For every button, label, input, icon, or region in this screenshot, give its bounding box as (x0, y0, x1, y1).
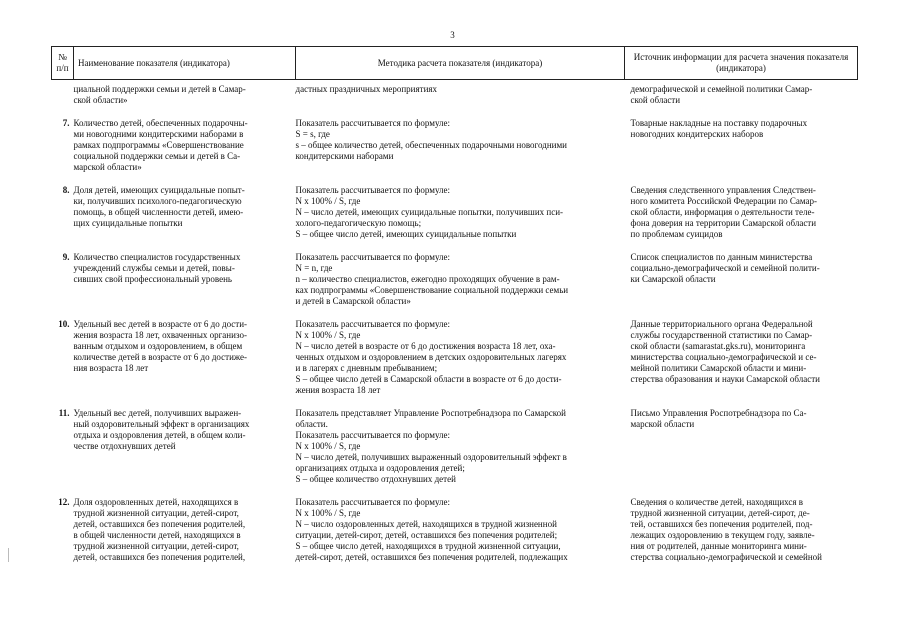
text-line: честве отдохнувших детей (73, 441, 176, 451)
table-row (52, 106, 858, 173)
text-line: Доля детей, имеющих суицидальные попыт- (73, 185, 245, 195)
text-line: Показатель рассчитывается по формуле: (295, 118, 451, 128)
header-num: № п/п (52, 47, 74, 80)
text-line: лежащих оздоровлению в текущем году, заявле- (630, 530, 815, 540)
text-line: Данные территориального органа Федеральной (630, 319, 813, 329)
text-line: Сведения о количестве детей, находящихся в (630, 497, 804, 507)
text-line: Показатель рассчитывается по формуле: (295, 497, 451, 507)
row-number: 10. (58, 319, 70, 329)
information-source (625, 240, 858, 307)
text-line: области. (295, 419, 328, 429)
text-line: Показатель представляет Управление Роспотребнадзора по Самарской (295, 408, 566, 418)
text-line: ской области (630, 95, 681, 105)
calculation-method (296, 240, 625, 307)
indicator-name (74, 396, 296, 485)
information-source (625, 106, 858, 173)
text-line: ской области, информация о деятельности теле- (630, 207, 815, 217)
text-line: N x 100% / S, где (295, 196, 361, 206)
text-line: организациях отдыха и оздоровления детей; (295, 463, 465, 473)
table-row (52, 485, 858, 563)
text-line: ного комитета Российской Федерации по Самар- (630, 196, 818, 206)
indicator-name (74, 173, 296, 240)
text-line: ченных отдыхом и оздоровлением в детских оздоровительных лагерях (295, 352, 567, 362)
text-line: трудной жизненной ситуации, детей-сирот, (73, 508, 239, 518)
text-line: Количество специалистов государственных (73, 252, 241, 262)
table-body (52, 80, 858, 564)
text-line: Показатель рассчитывается по формуле: (295, 185, 451, 195)
text-line: Товарные накладные на поставку подарочных (630, 118, 808, 128)
row-number: 7. (62, 118, 70, 128)
row-number: 8. (62, 185, 70, 195)
information-source (625, 173, 858, 240)
text-line: N x 100% / S, где (295, 330, 361, 340)
text-line: S – общее количество отдохнувших детей (295, 474, 456, 484)
text-line: новогодних кондитерских наборов (630, 129, 764, 139)
text-line: ской области (samarastat.gks.ru), мониторинга (630, 341, 806, 351)
continuation-method (296, 80, 625, 107)
indicators-table (51, 46, 858, 563)
page-number: 3 (450, 30, 455, 40)
header-source: Источник информации для расчета значения показателя (индикатора) (625, 47, 858, 80)
continuation-source (625, 80, 858, 107)
text-line: N – число детей, имеющих суицидальные попытки, получивших пси- (295, 207, 564, 217)
indicator-name (74, 485, 296, 563)
text-line: мейной политики Самарской области и мини- (630, 363, 807, 373)
text-line: кондитерскими наборами (295, 151, 394, 161)
text-line: Письмо Управления Роспотребнадзора по Са- (630, 408, 807, 418)
row-number: 12. (58, 497, 70, 507)
calculation-method (296, 173, 625, 240)
text-line: в общей численности детей, находящихся в (73, 530, 241, 540)
text-line: N – число оздоровленных детей, находящихся в трудной жизненной (295, 519, 557, 529)
text-line: жения возраста 18 лет (295, 385, 381, 395)
text-line: Список специалистов по данным министерства (630, 252, 813, 262)
text-line: марской области» (73, 162, 142, 172)
text-line: щих суицидальные попытки (73, 218, 183, 228)
information-source (625, 307, 858, 396)
table-row (52, 240, 858, 307)
text-line: трудной жизненной ситуации, детей-сирот, (73, 541, 239, 551)
text-line: службы государственной статистики по Самар- (630, 330, 813, 340)
text-line: социально-демографической и семейной полити- (630, 263, 820, 273)
text-line: N x 100% / S, где (295, 441, 361, 451)
text-line: S = s, где (295, 129, 330, 139)
text-line: марской области (630, 419, 695, 429)
text-line: демографической и семейной политики Самар- (630, 84, 813, 94)
table-header-row (52, 47, 858, 80)
text-line: Показатель рассчитывается по формуле: (295, 319, 451, 329)
row-number: 11. (58, 408, 70, 418)
indicator-name (74, 106, 296, 173)
text-line: Сведения следственного управления Следствен- (630, 185, 816, 195)
text-line: Количество детей, обеспеченных подарочны- (73, 118, 248, 128)
text-line: и в лагерях с дневным пребыванием; (295, 363, 438, 373)
text-line: стерства образования и науки Самарской области (630, 374, 820, 384)
text-line: отдыха и оздоровления детей, в общем коли- (73, 430, 246, 440)
text-line: ния возраста 18 лет (73, 363, 149, 373)
text-line: учреждений службы семьи и детей, повы- (73, 263, 235, 273)
text-line: трудной жизненной ситуации, детей-сирот, де- (630, 508, 810, 518)
text-line: холого-педагогическую помощь; (295, 218, 422, 228)
calculation-method (296, 396, 625, 485)
text-line: министерства социально-демографической и се- (630, 352, 817, 362)
text-line: количестве детей в возрасте от 6 до достиже- (73, 352, 247, 362)
text-line: детей, оставшихся без попечения родителей, (73, 519, 246, 529)
text-line: и детей в Самарской области» (295, 296, 411, 306)
calculation-method (296, 485, 625, 563)
text-line: ми новогодними кондитерскими наборами в (73, 129, 244, 139)
header-name: Наименование показателя (индикатора) (74, 47, 296, 80)
text-line: S – общее число детей, имеющих суицидальные попытки (295, 229, 517, 239)
text-line: жения возраста 18 лет, охваченных организо- (73, 330, 247, 340)
text-line: стерства социально-демографической и семейной (630, 552, 822, 562)
text-line: дастных праздничных мероприятиях (295, 84, 438, 94)
table-row (52, 396, 858, 485)
table-row (52, 173, 858, 240)
text-line: детей, оставшихся без попечения родителей, (73, 552, 246, 562)
text-line: ния от родителей, данные мониторинга мини- (630, 541, 807, 551)
text-line: s – общее количество детей, обеспеченных подарочными новогодними (295, 140, 567, 150)
text-line: ный оздоровительный эффект в организациях (73, 419, 250, 429)
table-row (52, 307, 858, 396)
continuation-row (52, 80, 858, 107)
text-line: S – общее число детей, находящихся в трудной жизненной ситуации, (295, 541, 561, 551)
text-line: N = n, где (295, 263, 333, 273)
text-line: n – количество специалистов, ежегодно проходящих обучение в рам- (295, 274, 560, 284)
information-source (625, 485, 858, 563)
text-line: N x 100% / S, где (295, 508, 361, 518)
text-line: S – общее число детей в Самарской области в возрасте от 6 до дости- (295, 374, 562, 384)
text-line: фона доверия на территории Самарской области (630, 218, 817, 228)
text-line: Удельный вес детей, получивших выражен- (73, 408, 242, 418)
text-line: N – число детей, получивших выраженный оздоровительный эффект в (295, 452, 567, 462)
indicator-name (74, 307, 296, 396)
text-line: по проблемам суицидов (630, 229, 723, 239)
text-line: Показатель рассчитывается по формуле: (295, 430, 451, 440)
text-line: тей, оставшихся без попечения родителей, под- (630, 519, 813, 529)
text-line: сивших свой профессиональный уровень (73, 274, 233, 284)
header-method: Методика расчета показателя (индикатора) (296, 47, 625, 80)
text-line: социальной поддержки семьи и детей в Са- (73, 151, 241, 161)
text-line: циальной поддержки семьи и детей в Самар- (73, 84, 246, 94)
indicator-name (74, 240, 296, 307)
continuation-name (74, 80, 296, 107)
text-line: ситуации, детей-сирот, детей, оставшихся без попечения родителей; (295, 530, 558, 540)
text-line: ванным отдыхом и оздоровлением, в общем (73, 341, 243, 351)
text-line: помощь, в общей численности детей, имею- (73, 207, 244, 217)
row-number: 9. (62, 252, 70, 262)
calculation-method (296, 106, 625, 173)
text-line: Показатель рассчитывается по формуле: (295, 252, 451, 262)
text-line: ки Самарской области (630, 274, 716, 284)
text-line: рамках подпрограммы «Совершенствование (73, 140, 244, 150)
text-line: детей-сирот, детей, оставшихся без попечения родителей, подлежащих (295, 552, 568, 562)
information-source (625, 396, 858, 485)
text-line: ской области» (73, 95, 128, 105)
text-line: N – число детей в возрасте от 6 до достижения возраста 18 лет, оха- (295, 341, 556, 351)
text-line: Удельный вес детей в возрасте от 6 до дости- (73, 319, 248, 329)
text-line: ках подпрограммы «Совершенствование социальной поддержки семьи (295, 285, 569, 295)
calculation-method (296, 307, 625, 396)
text-line: ки, получивших психолого-педагогическую (73, 196, 242, 206)
text-line: Доля оздоровленных детей, находящихся в (73, 497, 239, 507)
margin-mark (8, 548, 9, 562)
